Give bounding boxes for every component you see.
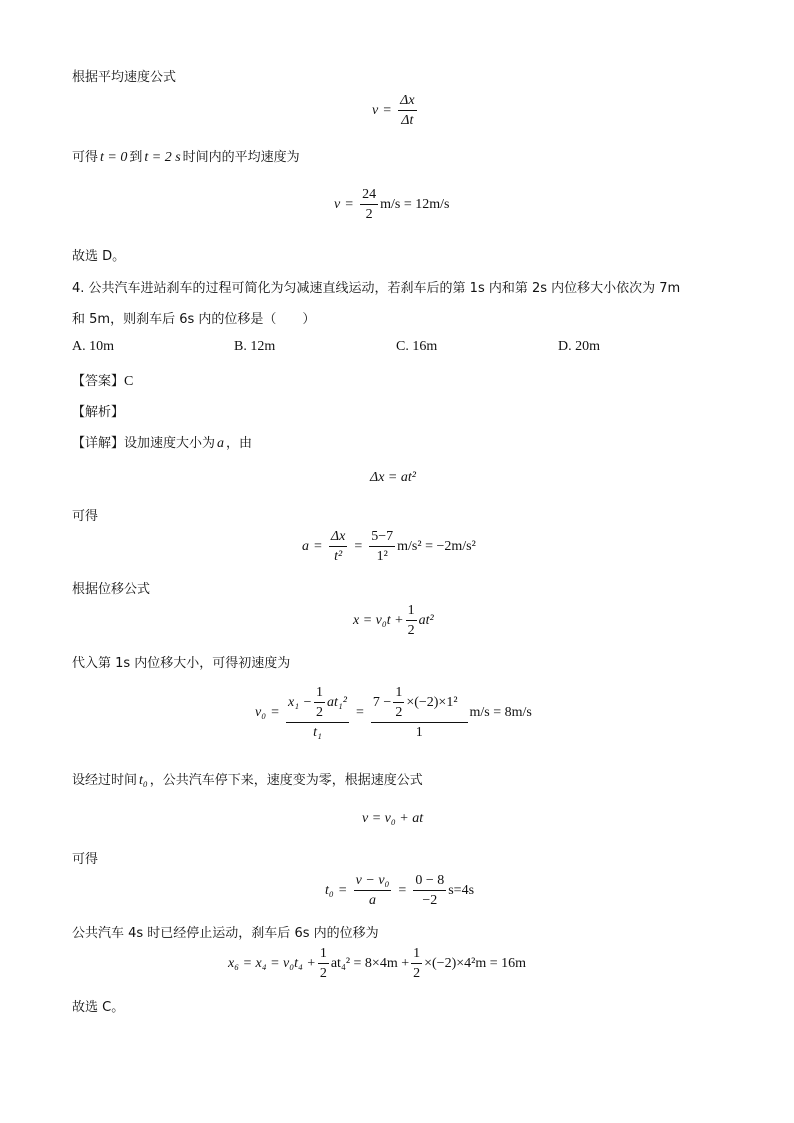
numerator <box>286 684 349 723</box>
fraction-1 <box>318 945 329 982</box>
inner-fraction <box>393 684 404 721</box>
stop-note: 公共汽车 4s 时已经停止运动，刹车后 6s 内的位移为 <box>72 926 379 941</box>
intro-text: 根据平均速度公式 <box>72 70 177 85</box>
equation-stop-time: t₀ = $\frac{\text{v − v₀}}{a}$ = $\frac{0 - 8}{-2}$ s=4s <box>325 873 475 908</box>
eq-rest: ×(−2)×4²m = 16m <box>424 955 526 971</box>
eq-mid: at₄² = 8×4m + <box>330 955 410 971</box>
kede-text-2: 可得 <box>72 852 99 867</box>
num-part: x₁ − <box>288 695 313 710</box>
denominator: 2 <box>407 623 415 638</box>
denominator: 1 <box>415 725 423 740</box>
fraction <box>360 186 378 223</box>
numerator: 24 <box>360 186 378 205</box>
time-start: t = 0 <box>100 150 128 165</box>
eq-rest: m/s = 12m/s <box>380 196 450 212</box>
denominator: 2 <box>365 207 373 222</box>
eq-lhs: x₆ = x₄ = v₀t₄ + <box>228 955 316 971</box>
eq-sign: = <box>383 102 392 118</box>
option-a: A. 10m <box>72 339 114 354</box>
eq-symbol: a <box>302 538 309 554</box>
equation-displacement <box>353 602 434 639</box>
numerator: 5−7 <box>369 528 395 547</box>
substitute-line: 代入第 1s 内位移大小，可得初速度为 <box>72 656 291 671</box>
option-d: D. 20m <box>558 339 600 354</box>
numerator: 1 <box>406 602 417 621</box>
eq-sign: = <box>345 196 354 212</box>
detail-line <box>72 432 252 452</box>
numerator: 0 − 8 <box>413 872 446 891</box>
numerator: Δx <box>329 528 347 547</box>
equation-acceleration: a = $\frac{\Delta x}{\text{t²}}$ = $\frac{5-7}{\text{1²}}$ m/s² = −2m/s² <box>302 529 476 564</box>
eq-rest: at² <box>418 612 434 628</box>
eq-rest: m/s² = −2m/s² <box>397 538 476 554</box>
text-prefix: 可得 <box>72 150 99 165</box>
eq-rest: s=4s <box>448 882 475 898</box>
select-c-text: 故选 C。 <box>72 1000 125 1015</box>
detail-tail: ，由 <box>226 436 253 451</box>
time-end: t = 2 s <box>144 150 181 165</box>
numerator: 1 <box>314 684 325 703</box>
text-suffix: ，公共汽车停下来，速度变为零，根据速度公式 <box>149 773 423 788</box>
fraction <box>406 602 417 639</box>
denominator: Δt <box>401 113 414 128</box>
option-c: C. 16m <box>396 339 438 354</box>
analysis-label: 【解析】 <box>72 405 125 420</box>
denominator: t² <box>334 549 343 564</box>
numerator: v − v₀ <box>354 872 392 891</box>
inner-fraction <box>314 684 325 721</box>
numerator: Δx <box>398 92 416 111</box>
numerator: 1 <box>411 945 422 964</box>
eq-rest: m/s = 8m/s <box>469 704 532 720</box>
denominator: 2 <box>316 705 324 720</box>
eq-symbol: t₀ <box>325 882 334 898</box>
equation-final-displacement <box>228 945 526 982</box>
text-prefix: 设经过时间 <box>72 773 138 788</box>
eq-symbol: v₀ <box>255 704 267 720</box>
denominator: a <box>369 893 377 908</box>
numerator: 1 <box>393 684 404 703</box>
fraction-2 <box>369 528 395 565</box>
detail-text: 设加速度大小为 <box>124 436 216 451</box>
kede-text-1: 可得 <box>72 509 99 524</box>
equation-velocity: v = v₀ + at <box>362 811 424 826</box>
fraction-1 <box>286 684 349 741</box>
option-b: B. 12m <box>234 339 276 354</box>
displacement-formula-label: 根据位移公式 <box>72 582 151 597</box>
eq-symbol: v <box>334 196 341 212</box>
variable-t0: t₀ <box>139 773 148 788</box>
detail-label: 【详解】 <box>72 436 125 451</box>
numerator: 1 <box>318 945 329 964</box>
fraction-2 <box>411 945 422 982</box>
denominator: t₁ <box>313 725 322 740</box>
eq-symbol: v <box>372 102 379 118</box>
answer-value: C <box>124 374 134 389</box>
denominator: 1² <box>376 549 388 564</box>
fraction-1 <box>354 872 392 909</box>
equation-initial-velocity: v₀ = x₁ − $\frac{1}{2}$ at₁² t₁ = 7 − $\frac{1}{2}$ ×(−2)×1² 1 m/s = 8m/s <box>255 685 532 740</box>
equation-average-velocity <box>372 92 419 129</box>
fraction-2 <box>413 872 446 909</box>
variable-a: a <box>217 436 225 451</box>
average-velocity-line <box>72 146 300 166</box>
select-d-text: 故选 D。 <box>72 249 126 264</box>
denominator: 2 <box>413 966 421 981</box>
text-mid: 到 <box>129 150 143 165</box>
question-4-line-1: 4. 公共汽车进站刹车的过程可简化为匀减速直线运动，若刹车后的第 1s 内和第 2s 内位移大小依次为 7m <box>72 281 681 296</box>
fraction-1 <box>329 528 347 565</box>
denominator: 2 <box>319 966 327 981</box>
fraction-2 <box>371 684 468 741</box>
text-suffix: 时间内的平均速度为 <box>182 150 300 165</box>
equation-average-value <box>334 186 449 223</box>
numerator <box>371 684 468 723</box>
stop-time-line <box>72 769 423 789</box>
num-part: 7 − <box>372 695 392 710</box>
eq-lhs: x = v₀t + <box>353 612 404 628</box>
question-4-line-2: 和 5m，则刹车后 6s 内的位移是（ ） <box>72 312 316 327</box>
denominator: −2 <box>422 893 438 908</box>
fraction <box>398 92 416 129</box>
denominator: 2 <box>395 705 403 720</box>
equation-delta-x: Δx = at² <box>370 470 416 485</box>
num-part: ×(−2)×1² <box>406 695 458 710</box>
answer-line <box>72 370 133 390</box>
answer-label: 【答案】 <box>72 374 125 389</box>
num-part: at₁² <box>327 695 347 710</box>
